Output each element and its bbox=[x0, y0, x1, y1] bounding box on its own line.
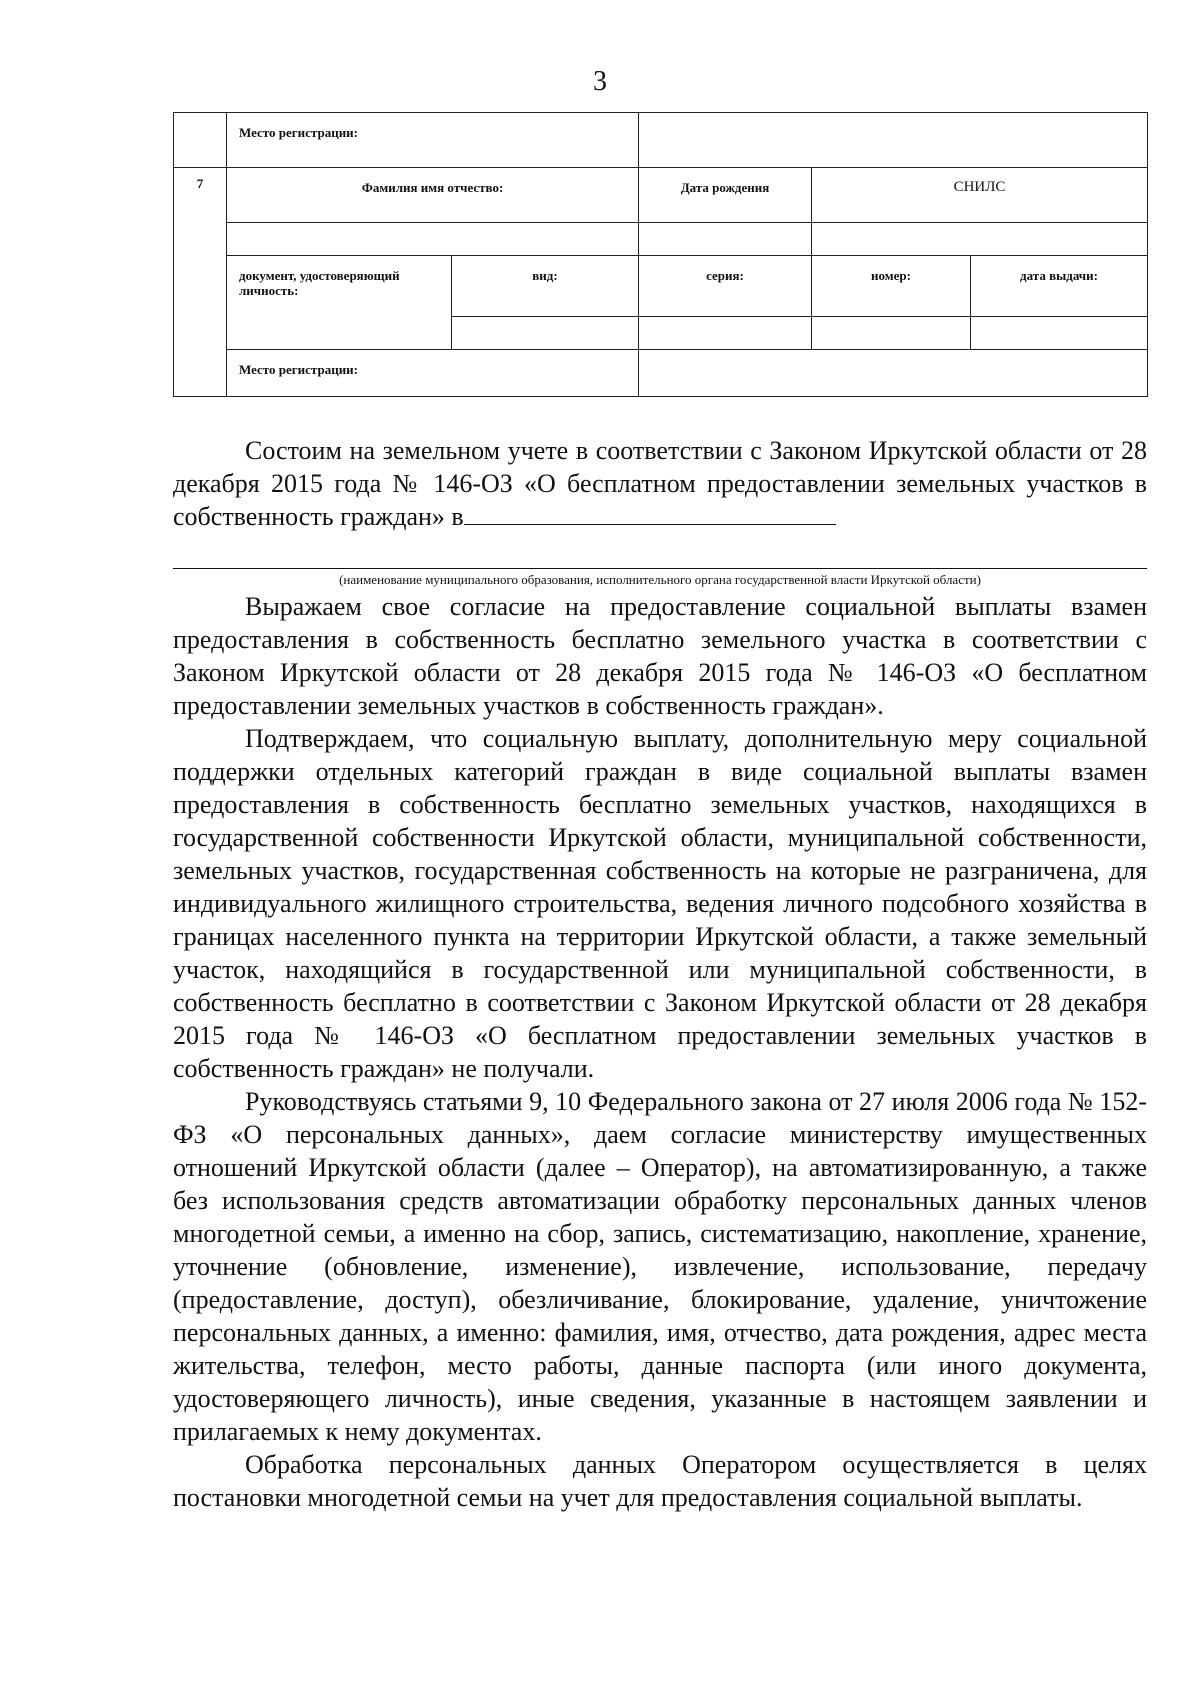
paragraph-consent-payment: Выражаем свое согласие на предоставление социальной выплаты взамен предоставления в собственность бесплатно земельного участка в соответствии с Законом Иркутской области от 28 декабря 2015 года № 146-ОЗ «О бесплатном предоставлении земельных участков в собственность граждан». bbox=[173, 592, 1147, 720]
doc-series-label: серия: bbox=[639, 256, 812, 317]
paragraph-processing-purpose: Обработка персональных данных Оператором осуществляется в целях постановки многодетной семьи на учет для предоставления социальной выплаты. bbox=[173, 1450, 1147, 1512]
doc-number-label: номер: bbox=[812, 256, 971, 317]
doc-issue-date-label: дата выдачи: bbox=[971, 256, 1148, 317]
table-row bbox=[174, 223, 1148, 256]
doc-type-value[interactable] bbox=[452, 317, 639, 350]
paragraph-text: Состоим на земельном учете в соответствии с Законом Иркутской области от 28 декабря 2015 года № 146-ОЗ «О бесплатном предоставлении земельных участков в собственность граждан» в bbox=[173, 436, 1147, 531]
municipality-blank[interactable] bbox=[464, 502, 836, 525]
paragraphs-consent bbox=[173, 590, 1147, 1514]
municipality-caption: (наименование муниципального образования, исполнительного органа государственной власти Иркутской области) bbox=[339, 572, 981, 587]
doc-issue-date-value[interactable] bbox=[971, 317, 1148, 350]
snils-value[interactable] bbox=[812, 223, 1148, 256]
registration-label-bottom: Место регистрации: bbox=[227, 350, 639, 397]
registration-label-top: Место регистрации: bbox=[227, 113, 639, 168]
paragraph-land-registration bbox=[173, 434, 1147, 533]
doc-series-value[interactable] bbox=[639, 317, 812, 350]
birth-date-value[interactable] bbox=[639, 223, 812, 256]
table-row bbox=[174, 113, 1148, 168]
snils-label: СНИЛС bbox=[812, 168, 1148, 223]
identity-document-label: документ, удостоверяющий личность: bbox=[227, 256, 452, 350]
table-row bbox=[174, 168, 1148, 223]
paragraph-confirmation: Подтверждаем, что социальную выплату, дополнительную меру социальной поддержки отдельных категорий граждан в виде социальной выплаты взамен предоставления в собственность бесплатно земельных участков, находящихся в государственной собственности Иркутской области, муниципальной собственности, земельных участков, государственная собственность на которые не разграничена, для индивидуального жилищного строительства, ведения личного подсобного хозяйства в границах населенного пункта на территории Иркутской области, а также земельный участок, находящийся в государственной или муниципальной собственности, в собственность бесплатно в соответствии с Законом Иркутской области от 28 декабря 2015 года № 146-ОЗ «О бесплатном предоставлении земельных участков в собственность граждан» не получали. bbox=[173, 724, 1147, 1083]
page-number: 3 bbox=[593, 66, 607, 97]
municipality-underline bbox=[173, 568, 1147, 569]
fio-label: Фамилия имя отчество: bbox=[227, 168, 639, 223]
doc-type-label: вид: bbox=[452, 256, 639, 317]
family-member-table bbox=[173, 112, 1148, 397]
paragraph-personal-data-consent: Руководствуясь статьями 9, 10 Федерального закона от 27 июля 2006 года № 152-ФЗ «О персональных данных», даем согласие министерству имущественных отношений Иркутской области (далее – Оператор), на автоматизированную, а также без использования средств автоматизации обработку персональных данных членов многодетной семьи, а именно на сбор, запись, систематизацию, накопление, хранение, уточнение (обновление, изменение), извлечение, использование, передачу (предоставление, доступ), обезличивание, блокирование, удаление, уничтожение персональных данных, а именно: фамилия, имя, отчество, дата рождения, адрес места жительства, телефон, место работы, данные паспорта (или иного документа, удостоверяющего личность), иные сведения, указанные в настоящем заявлении и прилагаемых к нему документах. bbox=[173, 1087, 1147, 1446]
table-row bbox=[174, 350, 1148, 397]
doc-number-value[interactable] bbox=[812, 317, 971, 350]
row-number: 7 bbox=[174, 168, 227, 397]
fio-value[interactable] bbox=[227, 223, 639, 256]
table-row bbox=[174, 256, 1148, 317]
number-cell bbox=[174, 113, 227, 168]
registration-value-bottom[interactable] bbox=[639, 350, 1148, 397]
birth-date-label: Дата рождения bbox=[639, 168, 812, 223]
registration-value-top[interactable] bbox=[639, 113, 1148, 168]
